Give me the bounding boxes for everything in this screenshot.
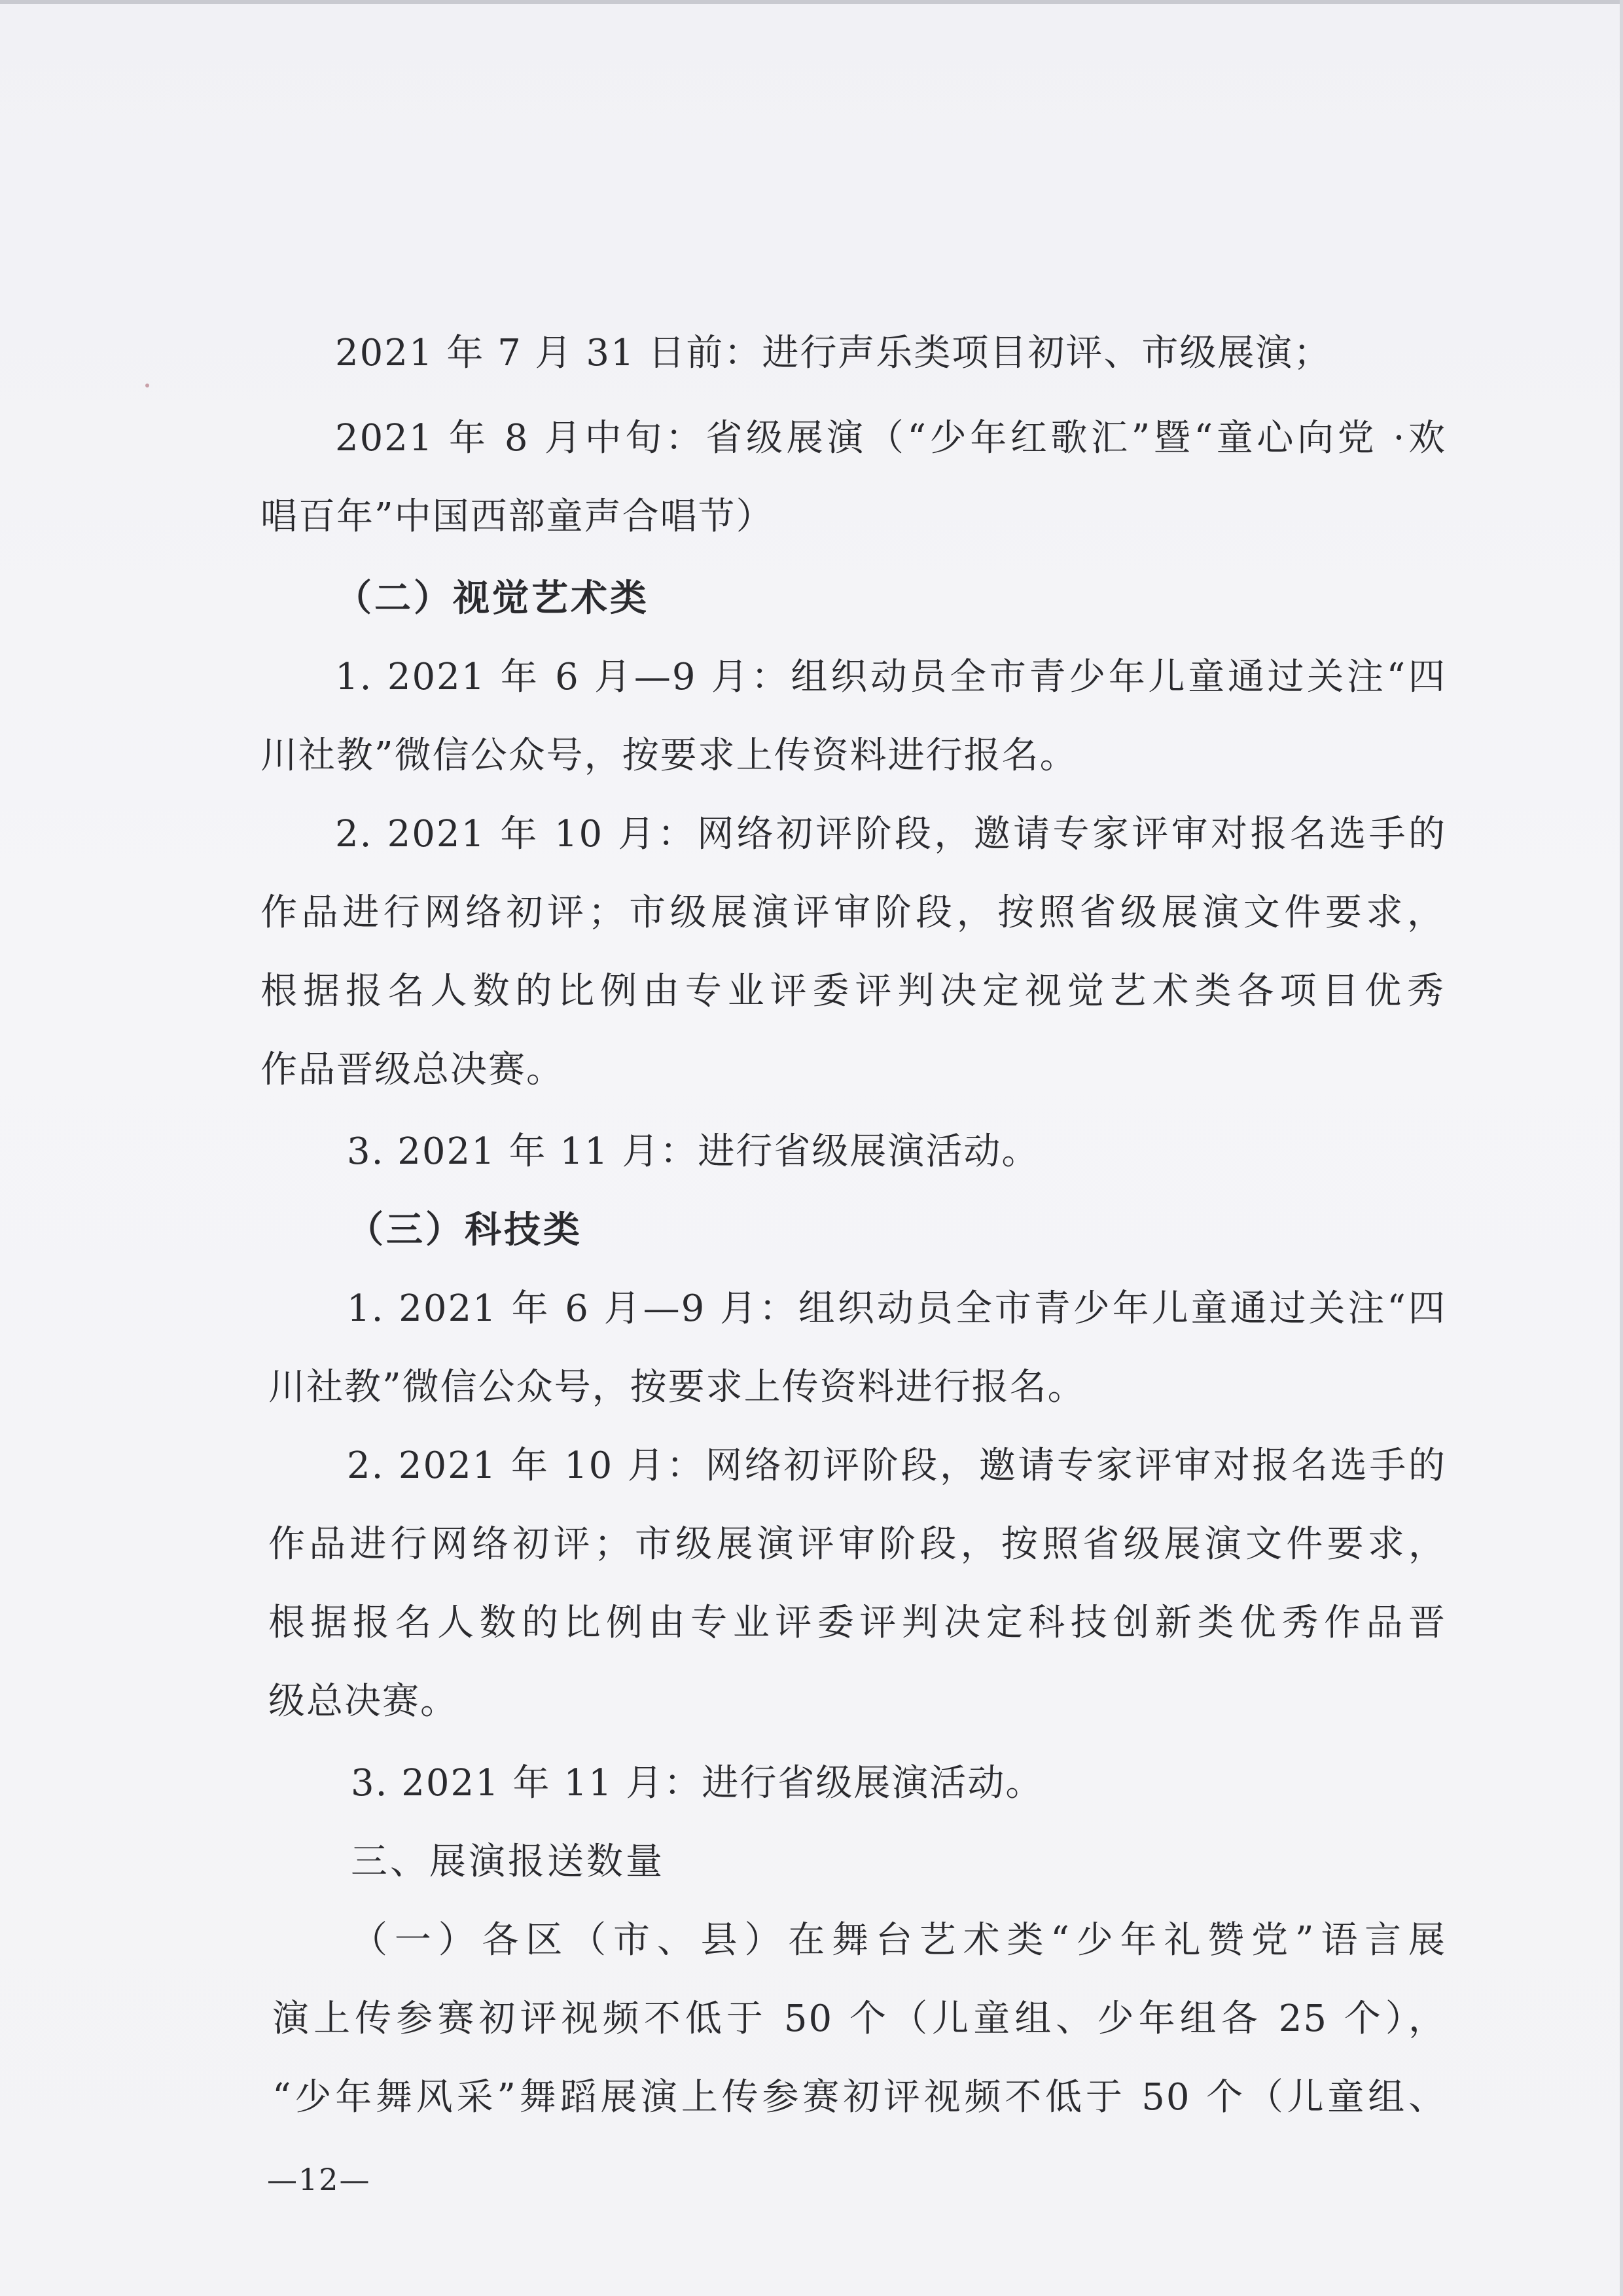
text-line: 作品进行网络初评；市级展演评审阶段，按照省级展演文件要求， xyxy=(260,891,1445,934)
scan-speck xyxy=(145,384,149,387)
text-line: “少年舞风采”舞蹈展演上传参赛初评视频不低于 50 个（儿童组、 xyxy=(272,2076,1446,2119)
section-heading: 三、展演报送数量 xyxy=(351,1840,665,1883)
text-line: 唱百年”中国西部童声合唱节） xyxy=(260,495,774,538)
text-line: 川社教”微信公众号，按要求上传资料进行报名。 xyxy=(260,734,1078,777)
page-number: —12— xyxy=(267,2162,371,2197)
text-line: 作品进行网络初评；市级展演评审阶段，按照省级展演文件要求， xyxy=(268,1523,1446,1566)
text-line: 2021 年 7 月 31 日前：进行声乐类项目初评、市级展演； xyxy=(335,332,1332,374)
text-line: 川社教”微信公众号，按要求上传资料进行报名。 xyxy=(268,1366,1086,1408)
text-line: 3. 2021 年 11 月：进行省级展演活动。 xyxy=(351,1762,1044,1804)
scan-edge-top xyxy=(0,0,1623,4)
section-heading: （三）科技类 xyxy=(347,1209,582,1251)
text-line: 根据报名人数的比例由专业评委评判决定视觉艺术类各项目优秀 xyxy=(260,970,1445,1013)
text-line: （一）各区（市、县）在舞台艺术类“少年礼赞党”语言展 xyxy=(351,1919,1446,1962)
text-line: 根据报名人数的比例由专业评委评判决定科技创新类优秀作品晋 xyxy=(268,1602,1446,1644)
text-line: 2. 2021 年 10 月：网络初评阶段，邀请专家评审对报名选手的 xyxy=(347,1444,1446,1487)
text-line: 级总决赛。 xyxy=(268,1680,458,1723)
text-line: 2021 年 8 月中旬：省级展演（“少年红歌汇”暨“童心向党 ·欢 xyxy=(335,417,1446,459)
section-heading: （二）视觉艺术类 xyxy=(335,577,649,620)
text-line: 1. 2021 年 6 月—9 月：组织动员全市青少年儿童通过关注“四 xyxy=(347,1287,1446,1330)
text-line: 3. 2021 年 11 月：进行省级展演活动。 xyxy=(347,1130,1040,1173)
text-line: 演上传参赛初评视频不低于 50 个（儿童组、少年组各 25 个）， xyxy=(272,1998,1446,2040)
text-line: 作品晋级总决赛。 xyxy=(260,1049,564,1091)
text-line: 1. 2021 年 6 月—9 月：组织动员全市青少年儿童通过关注“四 xyxy=(335,656,1446,698)
text-line: 2. 2021 年 10 月：网络初评阶段，邀请专家评审对报名选手的 xyxy=(335,813,1446,855)
scan-edge-right xyxy=(1620,0,1623,2296)
